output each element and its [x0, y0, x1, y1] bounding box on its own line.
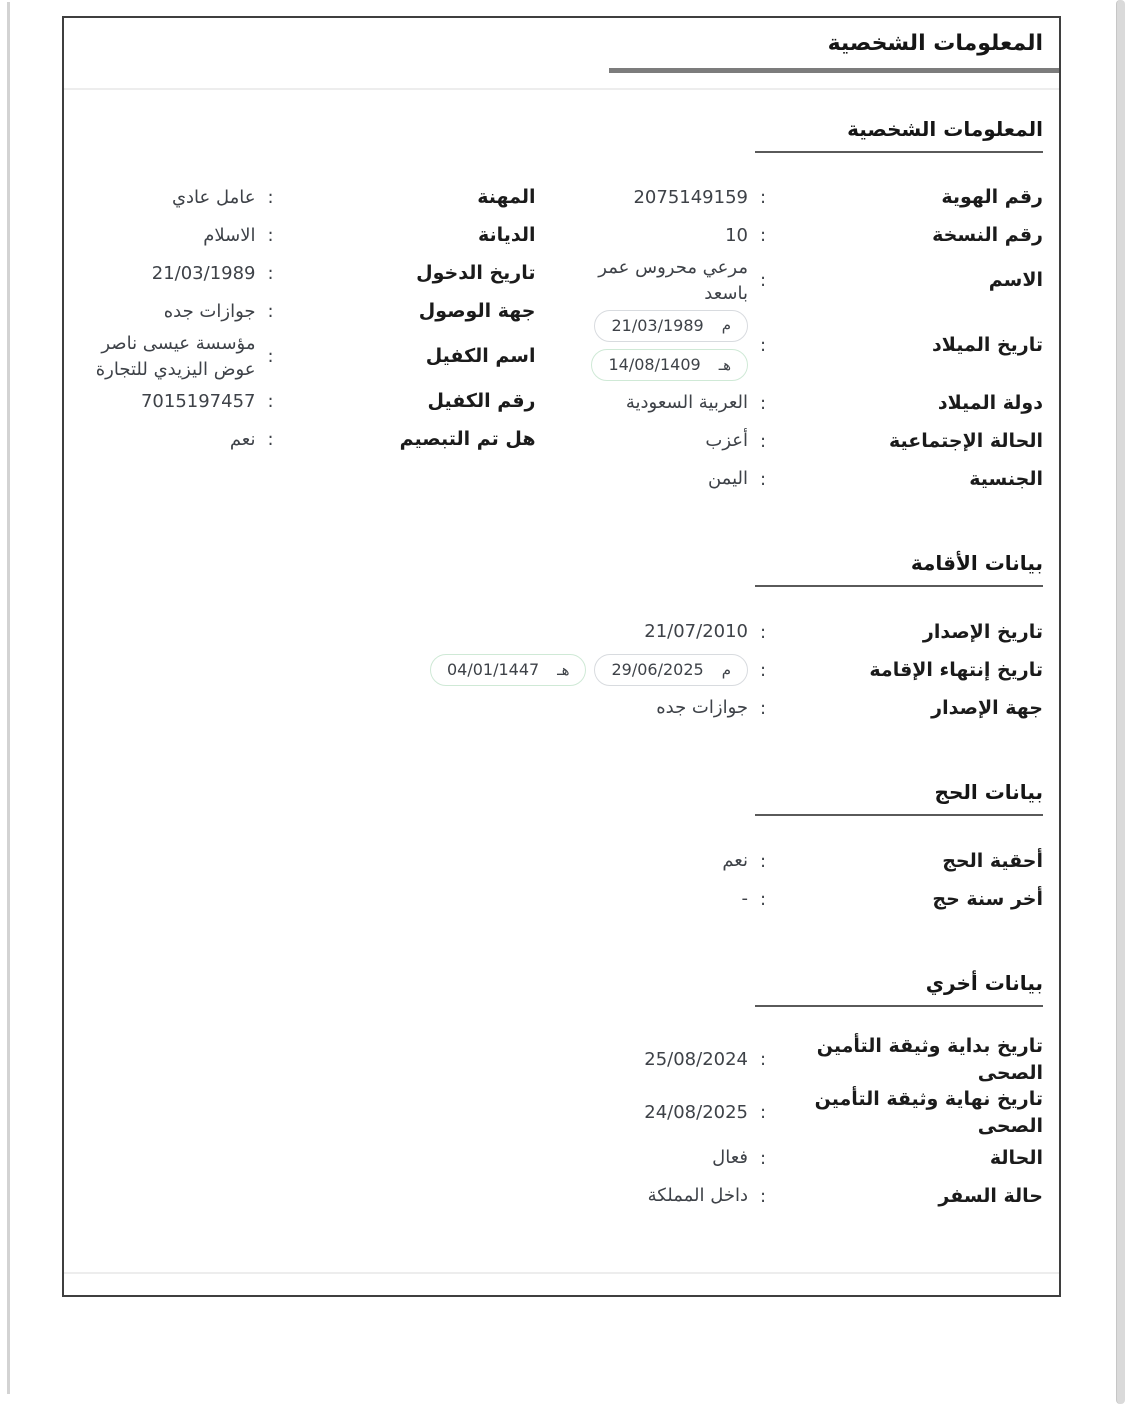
gregorian-calendar-letter: م [721, 660, 731, 679]
field-value: داخل المملكة [647, 1185, 748, 1207]
section-personal-header: المعلومات الشخصية [847, 116, 1043, 141]
gregorian-date-value: 21/03/1989 [611, 315, 704, 335]
field-row-arrival-port [80, 293, 536, 331]
title-underline-bar [609, 68, 1059, 73]
field-row-fingerprinted [80, 421, 536, 459]
colon-separator: : [759, 187, 767, 209]
section-underline [755, 151, 1043, 153]
field-label: هل تم التبصيم [399, 428, 536, 451]
field-label: الديانة [477, 224, 536, 247]
section-personal [80, 116, 1043, 499]
field-value: نعم [229, 428, 256, 450]
field-label: دولة الميلاد [937, 391, 1043, 414]
other-rows [80, 1033, 1043, 1215]
field-row-status [80, 1140, 1043, 1178]
section-underline [755, 814, 1043, 816]
expiry-date-pills [80, 654, 748, 686]
colon-separator: : [759, 621, 767, 643]
personal-right-column [588, 179, 1044, 499]
field-row-issue-authority [80, 689, 1043, 727]
hajj-rows [80, 842, 1043, 918]
personal-left-column [80, 179, 536, 459]
colon-separator: : [267, 187, 274, 209]
hijri-calendar-letter: هـ [557, 660, 570, 679]
page-edge-left [7, 2, 10, 1394]
field-label: جهة الوصول [418, 300, 536, 323]
hijri-date-pill [591, 349, 748, 381]
field-row-birth-country [588, 384, 1044, 422]
field-value: عامل عادي [171, 186, 256, 208]
field-value: 21/03/1989 [151, 262, 256, 284]
field-label: أحقية الحج [942, 849, 1043, 872]
field-label: الاسم [988, 269, 1043, 292]
colon-separator: : [267, 301, 274, 323]
field-label: تاريخ الميلاد [932, 334, 1043, 357]
field-value: فعال [712, 1147, 748, 1169]
colon-separator: : [759, 888, 767, 910]
field-row-last-hajj-year [80, 880, 1043, 918]
field-label: تاريخ إنتهاء الإقامة [869, 658, 1043, 681]
page-edge-right [1116, 0, 1125, 1404]
field-row-iqama-expiry-date [80, 651, 1043, 689]
colon-separator: : [759, 1102, 767, 1124]
field-label: تاريخ نهاية وثيقة التأمين الصحى [814, 1088, 1043, 1137]
section-other-header: بيانات أخري [925, 971, 1043, 996]
field-value: نعم [722, 850, 748, 872]
section-residence-header: بيانات الأقامة [910, 551, 1043, 576]
page-title: المعلومات الشخصية [827, 31, 1043, 56]
field-row-entry-date [80, 255, 536, 293]
gregorian-date-value: 29/06/2025 [611, 660, 704, 680]
field-label: أخر سنة حج [932, 887, 1043, 910]
gregorian-date-pill [594, 310, 748, 342]
residence-rows [80, 613, 1043, 727]
field-row-sponsor-name [80, 331, 536, 383]
field-row-insurance-start-date [80, 1033, 1043, 1086]
field-row-sponsor-number [80, 383, 536, 421]
field-row-profession [80, 179, 536, 217]
field-row-travel-status [80, 1178, 1043, 1216]
field-value: - [741, 888, 748, 910]
colon-separator: : [267, 391, 274, 413]
section-hajj [80, 779, 1043, 918]
hijri-date-value: 04/01/1447 [446, 660, 540, 680]
field-label: رقم الهوية [941, 186, 1043, 209]
field-label: تاريخ الإصدار [922, 620, 1043, 643]
field-value: 24/08/2025 [644, 1101, 748, 1123]
section-hajj-header: بيانات الحج [934, 780, 1043, 805]
field-label: رقم الكفيل [427, 390, 536, 413]
colon-separator: : [267, 346, 274, 368]
field-label: حالة السفر [938, 1185, 1043, 1208]
field-label: الجنسية [969, 467, 1043, 490]
colon-separator: : [759, 1148, 767, 1170]
field-value [588, 307, 749, 384]
colon-separator: : [759, 659, 767, 681]
field-value: 2075149159 [633, 186, 748, 208]
hijri-date-pill [430, 654, 587, 686]
section-underline [755, 585, 1043, 587]
field-value: اليمن [707, 468, 748, 490]
section-other [80, 970, 1043, 1215]
field-label: تاريخ الدخول [416, 262, 536, 285]
birth-date-pills [588, 307, 749, 384]
field-value: مرعي محروس عمر باسعد [598, 256, 748, 304]
field-row-birth-date [588, 307, 1044, 384]
field-row-identity-number [588, 179, 1044, 217]
field-row-issue-date [80, 613, 1043, 651]
colon-separator: : [759, 1186, 767, 1208]
field-row-name [588, 255, 1044, 307]
field-label: المهنة [477, 186, 536, 209]
colon-separator: : [759, 468, 767, 490]
field-value: جوازات جده [656, 697, 748, 719]
colon-separator: : [759, 697, 767, 719]
card-content [80, 90, 1043, 1216]
field-value: الاسلام [203, 224, 256, 246]
field-row-hajj-eligibility [80, 842, 1043, 880]
field-value: جوازات جده [163, 300, 256, 322]
colon-separator: : [267, 429, 274, 451]
personal-columns [80, 179, 1043, 499]
section-residence [80, 550, 1043, 727]
gregorian-calendar-letter: م [721, 316, 731, 335]
field-label: الحالة [989, 1147, 1043, 1170]
field-label: اسم الكفيل [425, 345, 536, 368]
field-label: رقم النسخة [932, 224, 1043, 247]
field-row-insurance-end-date [80, 1086, 1043, 1139]
field-row-copy-number [588, 217, 1044, 255]
field-label: الحالة الإجتماعية [889, 429, 1043, 452]
gregorian-date-pill [594, 654, 748, 686]
colon-separator: : [759, 1049, 767, 1071]
card-header [80, 18, 1043, 90]
document-card [62, 16, 1061, 1297]
colon-separator: : [267, 225, 274, 247]
field-value: مؤسسة عيسى ناصر عوض اليزيدي للتجارة [95, 332, 256, 380]
field-row-religion [80, 217, 536, 255]
field-value: 25/08/2024 [644, 1048, 748, 1070]
colon-separator: : [759, 270, 767, 292]
field-label: جهة الإصدار [931, 696, 1043, 719]
field-label: تاريخ بداية وثيقة التأمين الصحى [816, 1035, 1043, 1084]
field-row-nationality [588, 460, 1044, 498]
field-row-marital-status [588, 422, 1044, 460]
colon-separator: : [759, 430, 767, 452]
field-value: العربية السعودية [625, 392, 748, 414]
section-underline [755, 1005, 1043, 1007]
field-value: أعزب [705, 430, 748, 452]
colon-separator: : [759, 850, 767, 872]
field-value: 21/07/2010 [644, 621, 748, 643]
hijri-date-value: 14/08/1409 [608, 354, 701, 374]
colon-separator: : [759, 334, 767, 356]
colon-separator: : [267, 263, 274, 285]
colon-separator: : [759, 225, 767, 247]
hijri-calendar-letter: هـ [718, 355, 731, 374]
field-value: 7015197457 [140, 390, 256, 412]
field-value [80, 654, 748, 686]
field-value: 10 [725, 224, 748, 246]
colon-separator: : [759, 392, 767, 414]
footer-separator [64, 1272, 1059, 1274]
